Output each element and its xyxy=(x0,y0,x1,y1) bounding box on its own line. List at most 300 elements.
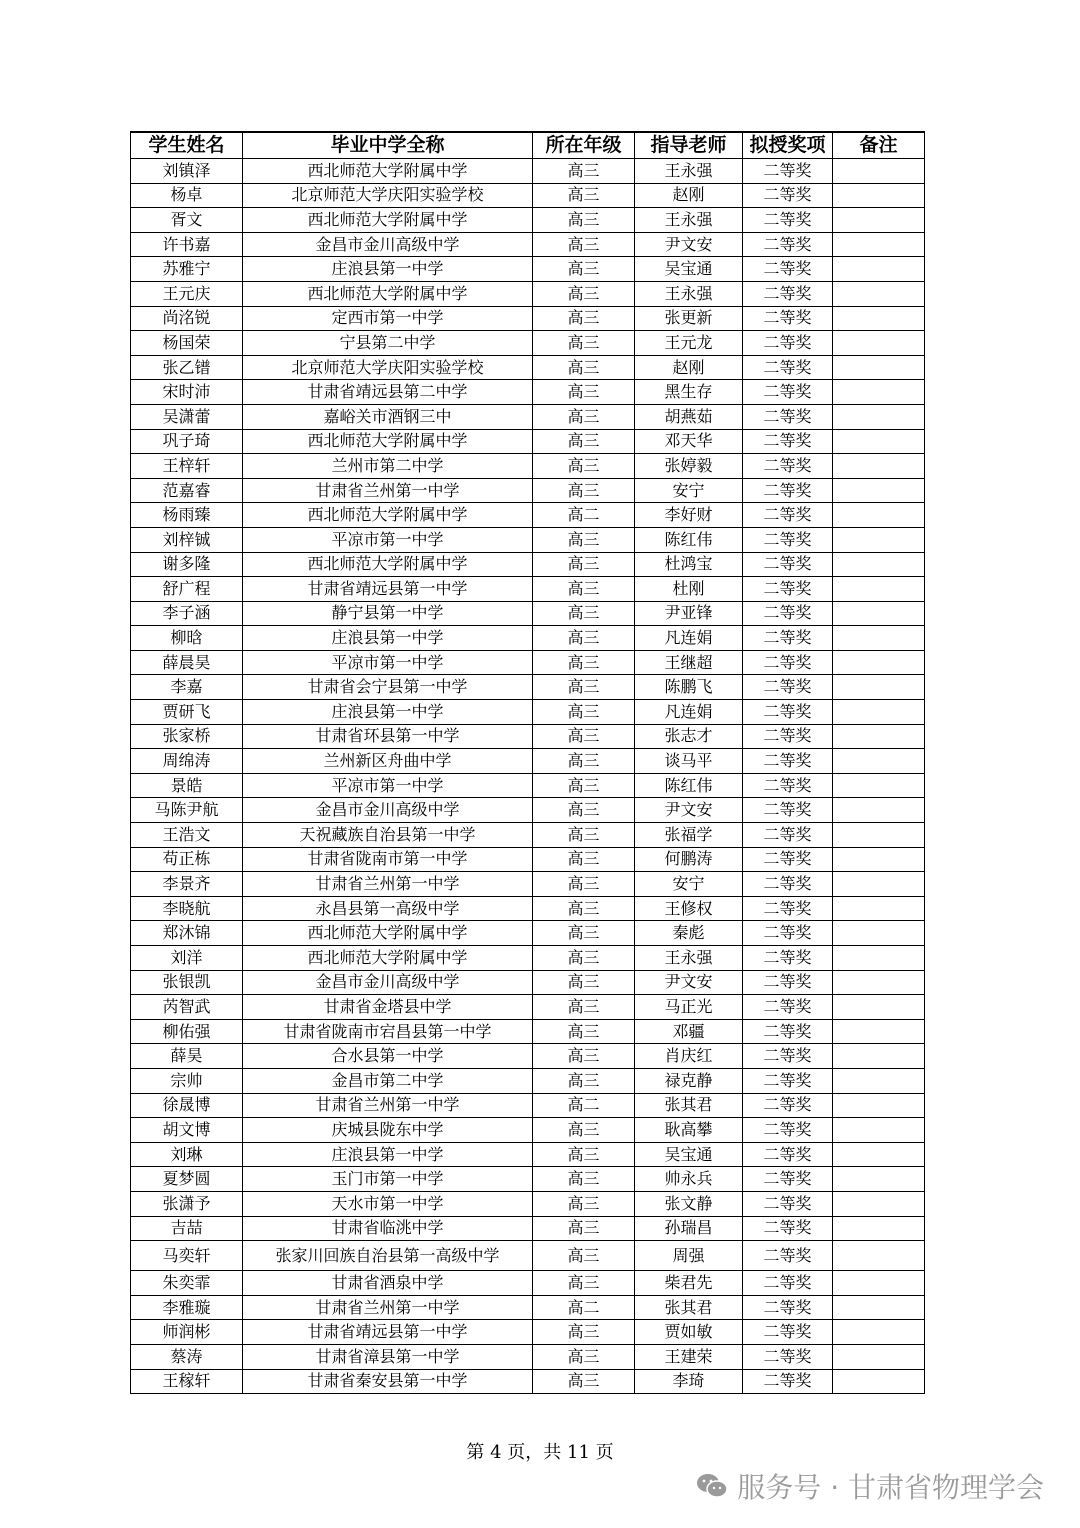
student-name-cell: 景皓 xyxy=(131,773,243,798)
teacher-cell: 王建荣 xyxy=(635,1344,743,1369)
wechat-icon xyxy=(695,1471,729,1501)
table-row xyxy=(131,552,925,577)
grade-cell: 高三 xyxy=(533,601,635,626)
teacher-cell: 杜鸿宝 xyxy=(635,552,743,577)
remarks-cell xyxy=(833,1320,925,1345)
table-row xyxy=(131,306,925,331)
school-cell: 西北师范大学附属中学 xyxy=(243,208,533,233)
remarks-cell xyxy=(833,1093,925,1118)
student-name-cell: 宋时沛 xyxy=(131,380,243,405)
grade-cell: 高三 xyxy=(533,1320,635,1345)
student-name-cell: 李子涵 xyxy=(131,601,243,626)
grade-cell: 高三 xyxy=(533,281,635,306)
student-name-cell: 胥文 xyxy=(131,208,243,233)
table-row xyxy=(131,946,925,971)
award-cell: 二等奖 xyxy=(743,626,833,651)
teacher-cell: 王永强 xyxy=(635,946,743,971)
remarks-cell xyxy=(833,872,925,897)
remarks-cell xyxy=(833,749,925,774)
grade-cell: 高三 xyxy=(533,552,635,577)
grade-cell: 高三 xyxy=(533,331,635,356)
grade-cell: 高三 xyxy=(533,1142,635,1167)
school-cell: 甘肃省会宁县第一中学 xyxy=(243,675,533,700)
grade-cell: 高三 xyxy=(533,1019,635,1044)
remarks-cell xyxy=(833,429,925,454)
award-cell: 二等奖 xyxy=(743,478,833,503)
teacher-cell: 陈红伟 xyxy=(635,527,743,552)
table-row xyxy=(131,773,925,798)
table-row xyxy=(131,503,925,528)
remarks-cell xyxy=(833,306,925,331)
student-name-cell: 张银凯 xyxy=(131,970,243,995)
student-name-cell: 李雅璇 xyxy=(131,1295,243,1320)
table-row xyxy=(131,650,925,675)
student-name-cell: 师润彬 xyxy=(131,1320,243,1345)
grade-cell: 高三 xyxy=(533,404,635,429)
teacher-cell: 张其君 xyxy=(635,1093,743,1118)
grade-cell: 高三 xyxy=(533,478,635,503)
remarks-cell xyxy=(833,1191,925,1216)
table-row xyxy=(131,700,925,725)
remarks-cell xyxy=(833,183,925,208)
school-cell: 永昌县第一高级中学 xyxy=(243,896,533,921)
table-row xyxy=(131,921,925,946)
student-name-cell: 薛昊 xyxy=(131,1044,243,1069)
table-row xyxy=(131,798,925,823)
school-cell: 甘肃省兰州第一中学 xyxy=(243,478,533,503)
student-name-cell: 李景齐 xyxy=(131,872,243,897)
table-row xyxy=(131,404,925,429)
teacher-cell: 尹文安 xyxy=(635,970,743,995)
school-cell: 天水市第一中学 xyxy=(243,1191,533,1216)
school-cell: 金昌市第二中学 xyxy=(243,1068,533,1093)
table-row xyxy=(131,1167,925,1192)
school-cell: 甘肃省环县第一中学 xyxy=(243,724,533,749)
table-row xyxy=(131,1191,925,1216)
header-award: 拟授奖项 xyxy=(743,132,833,159)
grade-cell: 高三 xyxy=(533,847,635,872)
student-name-cell: 马奕轩 xyxy=(131,1241,243,1271)
school-cell: 张家川回族自治县第一高级中学 xyxy=(243,1241,533,1271)
award-cell: 二等奖 xyxy=(743,404,833,429)
teacher-cell: 王修权 xyxy=(635,896,743,921)
award-cell: 二等奖 xyxy=(743,1295,833,1320)
teacher-cell: 孙瑞昌 xyxy=(635,1216,743,1241)
school-cell: 静宁县第一中学 xyxy=(243,601,533,626)
student-name-cell: 夏梦圆 xyxy=(131,1167,243,1192)
award-cell: 二等奖 xyxy=(743,429,833,454)
school-cell: 西北师范大学附属中学 xyxy=(243,503,533,528)
teacher-cell: 吴宝通 xyxy=(635,1142,743,1167)
school-cell: 西北师范大学附属中学 xyxy=(243,159,533,184)
award-cell: 二等奖 xyxy=(743,281,833,306)
student-name-cell: 徐晟博 xyxy=(131,1093,243,1118)
award-cell: 二等奖 xyxy=(743,503,833,528)
remarks-cell xyxy=(833,1118,925,1143)
award-cell: 二等奖 xyxy=(743,257,833,282)
grade-cell: 高三 xyxy=(533,995,635,1020)
teacher-cell: 马正光 xyxy=(635,995,743,1020)
student-name-cell: 刘梓铖 xyxy=(131,527,243,552)
student-name-cell: 谢多隆 xyxy=(131,552,243,577)
grade-cell: 高三 xyxy=(533,1241,635,1271)
table-row xyxy=(131,454,925,479)
award-cell: 二等奖 xyxy=(743,232,833,257)
school-cell: 甘肃省兰州第一中学 xyxy=(243,1093,533,1118)
teacher-cell: 张福学 xyxy=(635,823,743,848)
school-cell: 平凉市第一中学 xyxy=(243,773,533,798)
school-cell: 兰州新区舟曲中学 xyxy=(243,749,533,774)
school-cell: 金昌市金川高级中学 xyxy=(243,232,533,257)
teacher-cell: 李琦 xyxy=(635,1369,743,1394)
teacher-cell: 秦彪 xyxy=(635,921,743,946)
school-cell: 庄浪县第一中学 xyxy=(243,1142,533,1167)
remarks-cell xyxy=(833,355,925,380)
grade-cell: 高三 xyxy=(533,872,635,897)
header-remarks: 备注 xyxy=(833,132,925,159)
award-cell: 二等奖 xyxy=(743,1344,833,1369)
table-row xyxy=(131,675,925,700)
table-row xyxy=(131,527,925,552)
grade-cell: 高三 xyxy=(533,749,635,774)
teacher-cell: 赵刚 xyxy=(635,183,743,208)
grade-cell: 高二 xyxy=(533,1295,635,1320)
grade-cell: 高三 xyxy=(533,650,635,675)
school-cell: 甘肃省秦安县第一中学 xyxy=(243,1369,533,1394)
teacher-cell: 凡连娟 xyxy=(635,626,743,651)
school-cell: 西北师范大学附属中学 xyxy=(243,281,533,306)
remarks-cell xyxy=(833,404,925,429)
student-name-cell: 舒广程 xyxy=(131,577,243,602)
account-watermark xyxy=(695,1466,1044,1506)
student-name-cell: 周绵涛 xyxy=(131,749,243,774)
grade-cell: 高三 xyxy=(533,1344,635,1369)
award-cell: 二等奖 xyxy=(743,306,833,331)
award-cell: 二等奖 xyxy=(743,1191,833,1216)
school-cell: 甘肃省兰州第一中学 xyxy=(243,1295,533,1320)
remarks-cell xyxy=(833,527,925,552)
school-cell: 甘肃省金塔县中学 xyxy=(243,995,533,1020)
teacher-cell: 王元龙 xyxy=(635,331,743,356)
remarks-cell xyxy=(833,946,925,971)
student-name-cell: 杨雨臻 xyxy=(131,503,243,528)
award-cell: 二等奖 xyxy=(743,700,833,725)
student-name-cell: 吴潇蕾 xyxy=(131,404,243,429)
teacher-cell: 安宁 xyxy=(635,872,743,897)
teacher-cell: 邓疆 xyxy=(635,1019,743,1044)
teacher-cell: 耿高攀 xyxy=(635,1118,743,1143)
remarks-cell xyxy=(833,257,925,282)
award-cell: 二等奖 xyxy=(743,773,833,798)
teacher-cell: 王永强 xyxy=(635,281,743,306)
student-name-cell: 王浩文 xyxy=(131,823,243,848)
header-student-name: 学生姓名 xyxy=(131,132,243,159)
teacher-cell: 杜刚 xyxy=(635,577,743,602)
student-name-cell: 杨卓 xyxy=(131,183,243,208)
remarks-cell xyxy=(833,1295,925,1320)
remarks-cell xyxy=(833,724,925,749)
table-row xyxy=(131,208,925,233)
student-name-cell: 柳佑强 xyxy=(131,1019,243,1044)
table-row xyxy=(131,1320,925,1345)
table-row xyxy=(131,995,925,1020)
teacher-cell: 谈马平 xyxy=(635,749,743,774)
student-name-cell: 刘镇泽 xyxy=(131,159,243,184)
teacher-cell: 张志才 xyxy=(635,724,743,749)
award-cell: 二等奖 xyxy=(743,527,833,552)
grade-cell: 高三 xyxy=(533,798,635,823)
table-row xyxy=(131,970,925,995)
header-grade: 所在年级 xyxy=(533,132,635,159)
school-cell: 甘肃省临洮中学 xyxy=(243,1216,533,1241)
table-row xyxy=(131,159,925,184)
table-row xyxy=(131,626,925,651)
teacher-cell: 柴君先 xyxy=(635,1271,743,1296)
grade-cell: 高三 xyxy=(533,1271,635,1296)
table-row xyxy=(131,847,925,872)
table-row xyxy=(131,1118,925,1143)
school-cell: 甘肃省靖远县第一中学 xyxy=(243,577,533,602)
table-row xyxy=(131,1068,925,1093)
teacher-cell: 安宁 xyxy=(635,478,743,503)
teacher-cell: 王永强 xyxy=(635,208,743,233)
table-row xyxy=(131,1271,925,1296)
student-name-cell: 郑沐锦 xyxy=(131,921,243,946)
remarks-cell xyxy=(833,700,925,725)
remarks-cell xyxy=(833,380,925,405)
grade-cell: 高三 xyxy=(533,1167,635,1192)
grade-cell: 高三 xyxy=(533,306,635,331)
award-cell: 二等奖 xyxy=(743,1044,833,1069)
grade-cell: 高三 xyxy=(533,946,635,971)
student-name-cell: 吉喆 xyxy=(131,1216,243,1241)
remarks-cell xyxy=(833,650,925,675)
grade-cell: 高三 xyxy=(533,183,635,208)
school-cell: 甘肃省陇南市第一中学 xyxy=(243,847,533,872)
table-row xyxy=(131,257,925,282)
remarks-cell xyxy=(833,823,925,848)
remarks-cell xyxy=(833,921,925,946)
table-row xyxy=(131,872,925,897)
remarks-cell xyxy=(833,1271,925,1296)
teacher-cell: 尹亚锋 xyxy=(635,601,743,626)
award-list-table xyxy=(130,131,925,1394)
school-cell: 西北师范大学附属中学 xyxy=(243,946,533,971)
student-name-cell: 张潇予 xyxy=(131,1191,243,1216)
award-cell: 二等奖 xyxy=(743,1320,833,1345)
remarks-cell xyxy=(833,896,925,921)
grade-cell: 高三 xyxy=(533,823,635,848)
remarks-cell xyxy=(833,1167,925,1192)
remarks-cell xyxy=(833,1044,925,1069)
remarks-cell xyxy=(833,552,925,577)
award-cell: 二等奖 xyxy=(743,159,833,184)
award-cell: 二等奖 xyxy=(743,1271,833,1296)
award-cell: 二等奖 xyxy=(743,552,833,577)
award-cell: 二等奖 xyxy=(743,946,833,971)
table-row xyxy=(131,577,925,602)
student-name-cell: 范嘉睿 xyxy=(131,478,243,503)
grade-cell: 高三 xyxy=(533,257,635,282)
award-cell: 二等奖 xyxy=(743,1142,833,1167)
teacher-cell: 禄克静 xyxy=(635,1068,743,1093)
table-row xyxy=(131,1019,925,1044)
award-cell: 二等奖 xyxy=(743,995,833,1020)
student-name-cell: 李晓航 xyxy=(131,896,243,921)
student-name-cell: 许书嘉 xyxy=(131,232,243,257)
award-cell: 二等奖 xyxy=(743,823,833,848)
grade-cell: 高三 xyxy=(533,1369,635,1394)
school-cell: 西北师范大学附属中学 xyxy=(243,921,533,946)
student-name-cell: 李嘉 xyxy=(131,675,243,700)
school-cell: 北京师范大学庆阳实验学校 xyxy=(243,355,533,380)
grade-cell: 高二 xyxy=(533,1093,635,1118)
award-cell: 二等奖 xyxy=(743,970,833,995)
school-cell: 宁县第二中学 xyxy=(243,331,533,356)
teacher-cell: 张婷毅 xyxy=(635,454,743,479)
student-name-cell: 柳晗 xyxy=(131,626,243,651)
award-cell: 二等奖 xyxy=(743,208,833,233)
school-cell: 北京师范大学庆阳实验学校 xyxy=(243,183,533,208)
school-cell: 庄浪县第一中学 xyxy=(243,626,533,651)
school-cell: 庄浪县第一中学 xyxy=(243,700,533,725)
table-row xyxy=(131,896,925,921)
student-name-cell: 蔡涛 xyxy=(131,1344,243,1369)
school-cell: 甘肃省兰州第一中学 xyxy=(243,872,533,897)
school-cell: 金昌市金川高级中学 xyxy=(243,798,533,823)
remarks-cell xyxy=(833,232,925,257)
table-row xyxy=(131,429,925,454)
remarks-cell xyxy=(833,577,925,602)
award-cell: 二等奖 xyxy=(743,1241,833,1271)
remarks-cell xyxy=(833,1369,925,1394)
school-cell: 甘肃省靖远县第一中学 xyxy=(243,1320,533,1345)
student-name-cell: 贾研飞 xyxy=(131,700,243,725)
student-name-cell: 尚洺锐 xyxy=(131,306,243,331)
remarks-cell xyxy=(833,503,925,528)
grade-cell: 高三 xyxy=(533,527,635,552)
table-row xyxy=(131,1295,925,1320)
teacher-cell: 吴宝通 xyxy=(635,257,743,282)
school-cell: 合水县第一中学 xyxy=(243,1044,533,1069)
school-cell: 庄浪县第一中学 xyxy=(243,257,533,282)
award-cell: 二等奖 xyxy=(743,847,833,872)
grade-cell: 高三 xyxy=(533,1044,635,1069)
remarks-cell xyxy=(833,798,925,823)
award-cell: 二等奖 xyxy=(743,1093,833,1118)
grade-cell: 高三 xyxy=(533,1191,635,1216)
student-name-cell: 刘琳 xyxy=(131,1142,243,1167)
table-row xyxy=(131,1142,925,1167)
grade-cell: 高三 xyxy=(533,1118,635,1143)
table-row xyxy=(131,823,925,848)
table-header-row xyxy=(131,132,925,159)
award-cell: 二等奖 xyxy=(743,872,833,897)
school-cell: 甘肃省酒泉中学 xyxy=(243,1271,533,1296)
teacher-cell: 李好财 xyxy=(635,503,743,528)
grade-cell: 高三 xyxy=(533,454,635,479)
student-name-cell: 王稼轩 xyxy=(131,1369,243,1394)
grade-cell: 高三 xyxy=(533,232,635,257)
table-row xyxy=(131,281,925,306)
award-cell: 二等奖 xyxy=(743,1118,833,1143)
remarks-cell xyxy=(833,331,925,356)
award-cell: 二等奖 xyxy=(743,577,833,602)
remarks-cell xyxy=(833,1068,925,1093)
remarks-cell xyxy=(833,601,925,626)
grade-cell: 高三 xyxy=(533,675,635,700)
school-cell: 天祝藏族自治县第一中学 xyxy=(243,823,533,848)
grade-cell: 高三 xyxy=(533,970,635,995)
teacher-cell: 王永强 xyxy=(635,159,743,184)
award-cell: 二等奖 xyxy=(743,675,833,700)
award-cell: 二等奖 xyxy=(743,1216,833,1241)
teacher-cell: 黑生存 xyxy=(635,380,743,405)
remarks-cell xyxy=(833,208,925,233)
teacher-cell: 何鹏涛 xyxy=(635,847,743,872)
school-cell: 玉门市第一中学 xyxy=(243,1167,533,1192)
award-cell: 二等奖 xyxy=(743,355,833,380)
award-cell: 二等奖 xyxy=(743,921,833,946)
teacher-cell: 张其君 xyxy=(635,1295,743,1320)
table-row xyxy=(131,331,925,356)
grade-cell: 高三 xyxy=(533,1068,635,1093)
teacher-cell: 陈红伟 xyxy=(635,773,743,798)
award-cell: 二等奖 xyxy=(743,183,833,208)
teacher-cell: 尹文安 xyxy=(635,232,743,257)
award-cell: 二等奖 xyxy=(743,1068,833,1093)
remarks-cell xyxy=(833,626,925,651)
table-row xyxy=(131,724,925,749)
grade-cell: 高三 xyxy=(533,355,635,380)
student-name-cell: 张家桥 xyxy=(131,724,243,749)
award-cell: 二等奖 xyxy=(743,1369,833,1394)
grade-cell: 高三 xyxy=(533,921,635,946)
header-teacher: 指导老师 xyxy=(635,132,743,159)
table-row xyxy=(131,232,925,257)
award-cell: 二等奖 xyxy=(743,1167,833,1192)
teacher-cell: 张更新 xyxy=(635,306,743,331)
table-row xyxy=(131,1216,925,1241)
award-cell: 二等奖 xyxy=(743,454,833,479)
award-cell: 二等奖 xyxy=(743,331,833,356)
grade-cell: 高三 xyxy=(533,577,635,602)
remarks-cell xyxy=(833,847,925,872)
student-name-cell: 马陈尹航 xyxy=(131,798,243,823)
table-row xyxy=(131,1344,925,1369)
student-name-cell: 苟正栋 xyxy=(131,847,243,872)
remarks-cell xyxy=(833,1019,925,1044)
table-row xyxy=(131,749,925,774)
school-cell: 平凉市第一中学 xyxy=(243,527,533,552)
grade-cell: 高三 xyxy=(533,896,635,921)
remarks-cell xyxy=(833,970,925,995)
student-name-cell: 王元庆 xyxy=(131,281,243,306)
award-cell: 二等奖 xyxy=(743,798,833,823)
remarks-cell xyxy=(833,454,925,479)
grade-cell: 高三 xyxy=(533,380,635,405)
remarks-cell xyxy=(833,281,925,306)
teacher-cell: 凡连娟 xyxy=(635,700,743,725)
award-cell: 二等奖 xyxy=(743,1019,833,1044)
student-name-cell: 胡文博 xyxy=(131,1118,243,1143)
table-body xyxy=(131,159,925,1394)
watermark-text: 服务号 · 甘肃省物理学会 xyxy=(737,1471,1044,1504)
teacher-cell: 帅永兵 xyxy=(635,1167,743,1192)
award-cell: 二等奖 xyxy=(743,650,833,675)
remarks-cell xyxy=(833,1344,925,1369)
school-cell: 西北师范大学附属中学 xyxy=(243,429,533,454)
